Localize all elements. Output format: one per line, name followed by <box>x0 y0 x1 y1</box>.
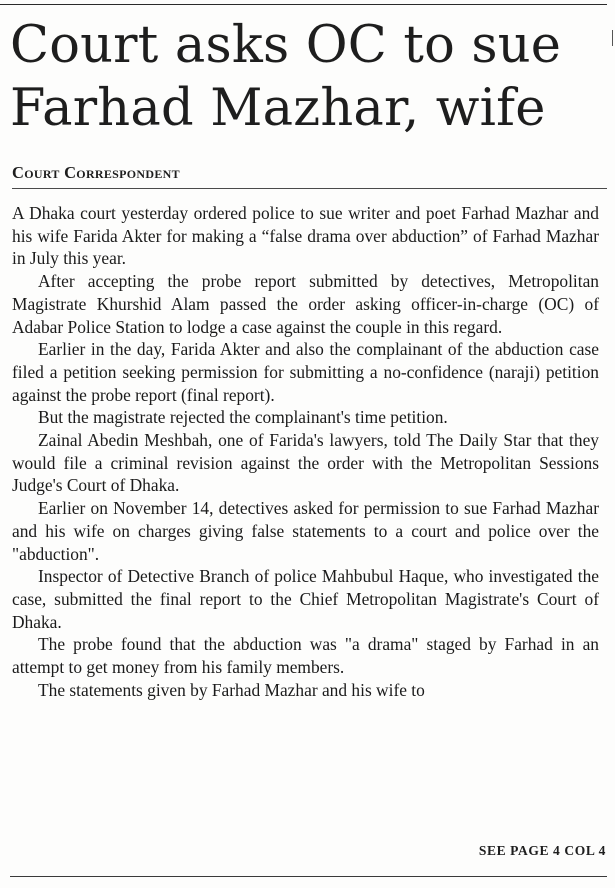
paragraph-8: The probe found that the abduction was "a drama" staged by Farhad in an attempt to get money from his family members. <box>12 634 599 678</box>
headline <box>10 14 610 140</box>
paragraph-1: A Dhaka court yesterday ordered police to sue writer and poet Farhad Mazhar and his wife Farida Akter for making a “false drama over abduction” of Farhad Mazhar in July this year. <box>12 203 599 269</box>
headline-line-2: Farhad Mazhar, wife <box>10 79 546 138</box>
byline: Court Correspondent <box>12 163 180 182</box>
bottom-rule <box>10 876 607 877</box>
article-body <box>12 202 599 701</box>
paragraph-7: Inspector of Detective Branch of police Mahbubul Haque, who investigated the case, submitted the final report to the Chief Metropolitan Magistrate's Court of Dhaka. <box>12 566 599 632</box>
top-rule <box>0 4 607 5</box>
paragraph-9: The statements given by Farhad Mazhar and his wife to <box>38 679 425 700</box>
paragraph-2: After accepting the probe report submitted by detectives, Metropolitan Magistrate Khurshid Alam passed the order asking officer-in-charge (OC) of Adabar Police Station to lodge a case against the couple in this regard. <box>12 271 599 337</box>
paragraph-4: But the magistrate rejected the complainant's time petition. <box>38 407 448 428</box>
jump-line: SEE PAGE 4 COL 4 <box>478 843 606 858</box>
paragraph-3: Earlier in the day, Farida Akter and also the complainant of the abduction case filed a petition seeking permission for submitting a no-confidence (naraji) petition against the probe report (final report). <box>12 339 599 405</box>
headline-line-1: Court asks OC to sue <box>10 16 562 75</box>
column-edge-rule <box>612 30 613 46</box>
paragraph-5: Zainal Abedin Meshbah, one of Farida's lawyers, told The Daily Star that they would file a criminal revision against the order with the Metropolitan Sessions Judge's Court of Dhaka. <box>12 430 599 496</box>
paragraph-6: Earlier on November 14, detectives asked for permission to sue Farhad Mazhar and his wife on charges giving false statements to a court and police over the "abduction". <box>12 498 599 564</box>
byline-rule <box>12 188 607 189</box>
